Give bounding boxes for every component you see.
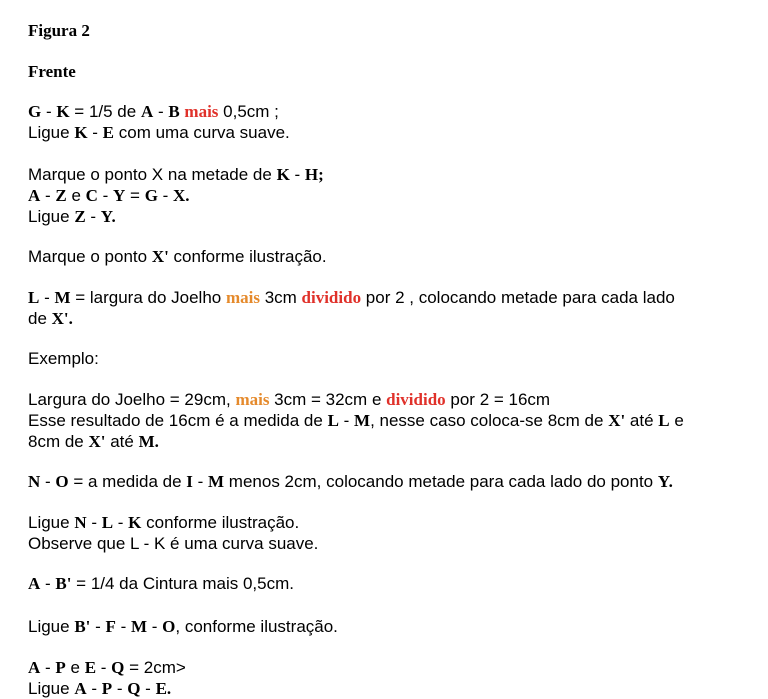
paragraph-exemplo: Exemplo: — [28, 349, 99, 368]
line-ligue-zy: Ligue Z - Y. — [28, 207, 116, 226]
line-marque-x: Marque o ponto X na metade de K - H; — [28, 165, 324, 184]
line-ligue-ke: Ligue K - E com uma curva suave. — [28, 123, 290, 142]
paragraph-x — [28, 164, 756, 227]
paragraph-gk — [28, 101, 756, 143]
highlight-dividido: dividido — [301, 288, 362, 307]
paragraph-ap-eq: A - P e E - Q = 2cm> Ligue A - P - Q - E. — [28, 658, 186, 698]
paragraph-ab: A - B' = 1/4 da Cintura mais 0,5cm. — [28, 574, 294, 593]
highlight-mais: mais — [184, 102, 219, 121]
paragraph-ligue-bfmo: Ligue B' - F - M - O, conforme ilustração. — [28, 617, 338, 636]
paragraph-x-prime: Marque o ponto X' conforme ilustração. — [28, 247, 327, 266]
line-az-cy: A - Z e C - Y = G - X. — [28, 186, 190, 205]
section-title: Frente — [28, 62, 76, 81]
paragraph-no: N - O = a medida de I - M menos 2cm, colocando metade para cada lado do ponto Y. — [28, 472, 673, 491]
highlight-mais: mais — [235, 390, 270, 409]
line-gk: G - K = 1/5 de A - B mais 0,5cm ; — [28, 102, 279, 121]
paragraph-example-calc: Largura do Joelho = 29cm, mais 3cm = 32cm e dividido por 2 = 16cm Esse resultado de 16cm é a medida de L - M, nesse caso coloca-se 8cm de X' até L e 8cm de X' até M. — [28, 390, 684, 451]
highlight-dividido: dividido — [386, 390, 446, 409]
paragraph-lm: L - M = largura do Joelho mais 3cm dividido por 2 , colocando metade para cada lado de X'. — [28, 288, 675, 328]
figure-title: Figura 2 — [28, 21, 90, 40]
highlight-mais: mais — [225, 288, 260, 307]
paragraph-ligue-nlk: Ligue N - L - K conforme ilustração. Observe que L - K é uma curva suave. — [28, 513, 319, 553]
